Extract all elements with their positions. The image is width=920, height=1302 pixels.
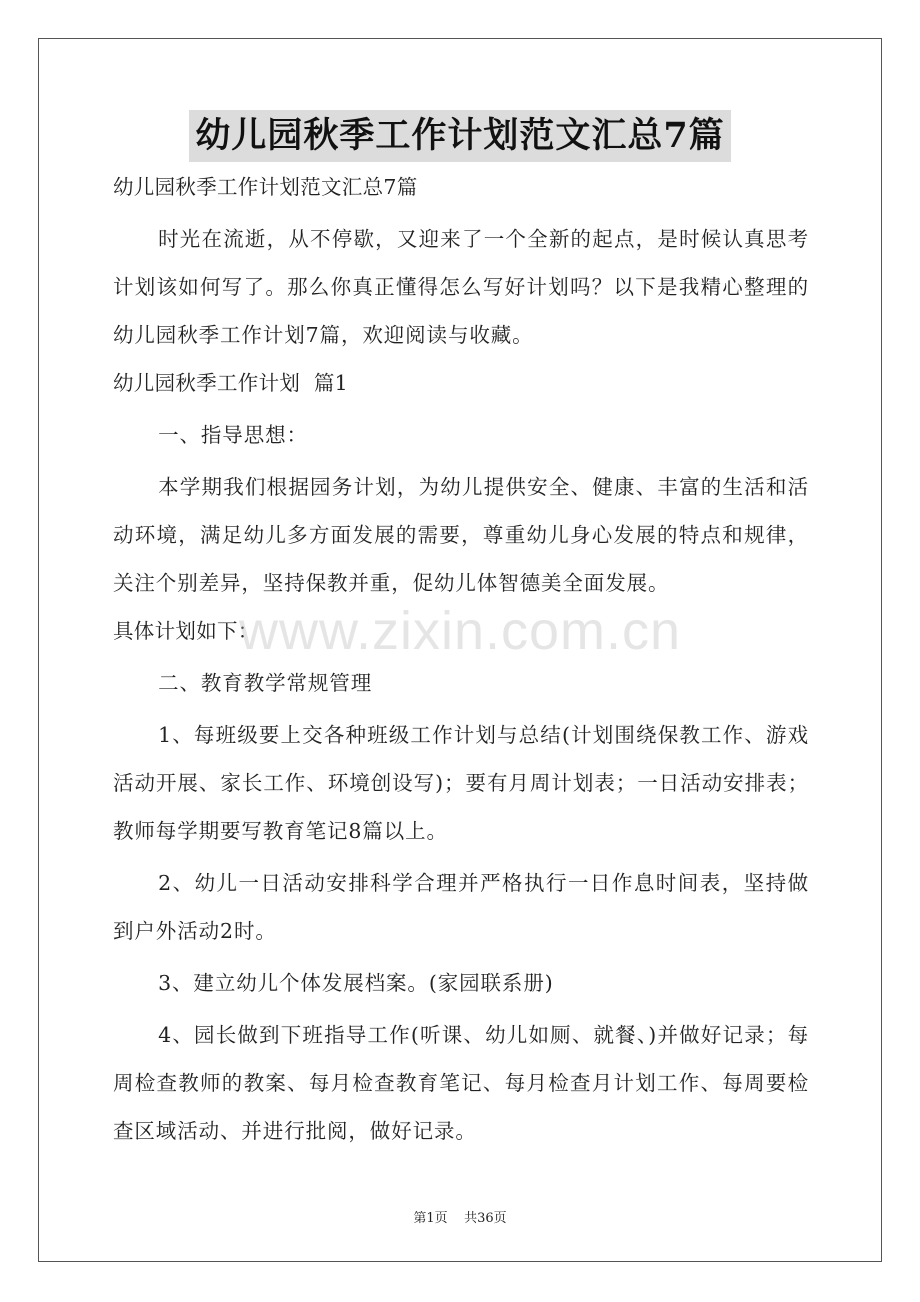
page-footer: 第1页 共36页 [413, 1211, 507, 1226]
section-heading: 幼儿园秋季工作计划 篇1 [113, 371, 348, 395]
title-container [0, 110, 920, 162]
document-title: 幼儿园秋季工作计划范文汇总7篇 [189, 110, 730, 162]
list-item-1: 1、每班级要上交各种班级工作计划与总结(计划围绕保教工作、游戏活动开展、家长工作、环境创设写)；要有月周计划表；一日活动安排表；教师每学期要写教育笔记8篇以上。 [113, 723, 809, 843]
management-heading: 二、教育教学常规管理 [158, 671, 373, 695]
guideline-paragraph: 本学期我们根据园务计划，为幼儿提供安全、健康、丰富的生活和活动环境，满足幼儿多方面发展的需要，尊重幼儿身心发展的特点和规律，关注个别差异，坚持保教并重，促幼儿体智德美全面发展。 [113, 475, 809, 595]
list-item-4: 4、园长做到下班指导工作(听课、幼儿如厕、就餐、)并做好记录；每周检查教师的教案、每月检查教育笔记、每月检查月计划工作、每周要检查区域活动、并进行批阅，做好记录。 [113, 1023, 809, 1143]
guideline-heading: 一、指导思想： [158, 423, 308, 447]
plan-intro: 具体计划如下： [113, 619, 259, 643]
watermark: www.zixin.com.cn [238, 601, 682, 661]
document-body [113, 163, 809, 1155]
document-subtitle: 幼儿园秋季工作计划范文汇总7篇 [113, 175, 418, 199]
list-item-3: 3、建立幼儿个体发展档案。(家园联系册) [158, 971, 554, 995]
list-item-2: 2、幼儿一日活动安排科学合理并严格执行一日作息时间表，坚持做到户外活动2时。 [113, 871, 809, 943]
intro-paragraph: 时光在流逝，从不停歇，又迎来了一个全新的起点，是时候认真思考计划该如何写了。那么你真正懂得怎么写好计划吗？以下是我精心整理的幼儿园秋季工作计划7篇，欢迎阅读与收藏。 [113, 227, 809, 347]
